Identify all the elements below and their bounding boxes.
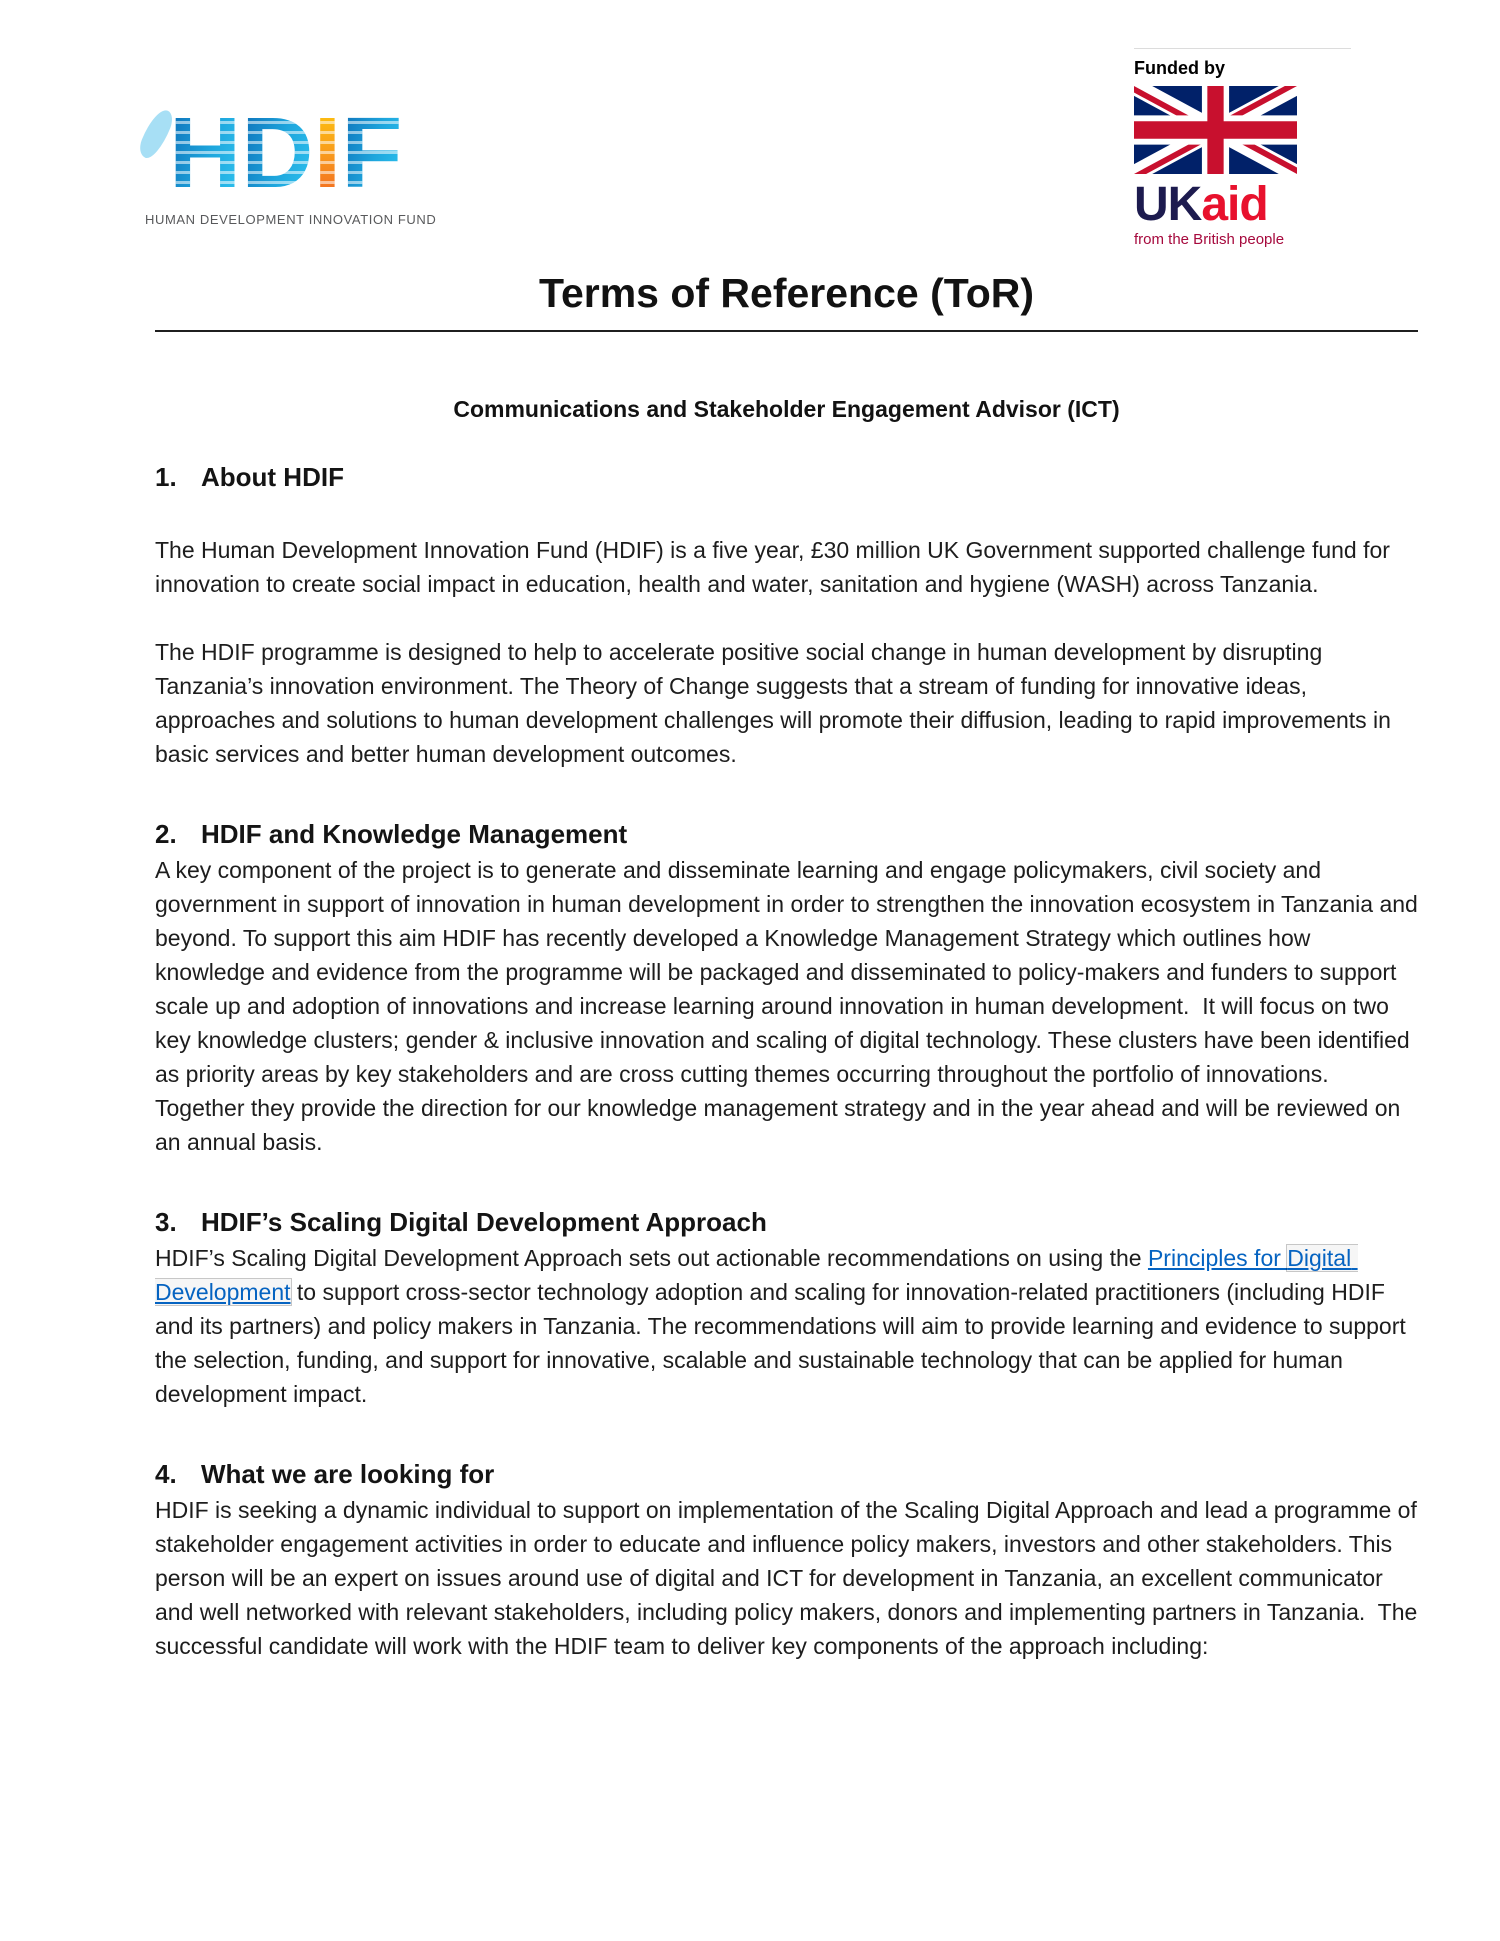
section-1-heading [155, 461, 1418, 493]
section-1-paragraph-1: The Human Development Innovation Fund (HDIF) is a five year, £30 million UK Government supported challenge fund for innovation to create social impact in education, health and water, sanitation and hygiene (WASH) across Tanzania. [155, 537, 1397, 597]
ukaid-tagline: from the British people [1134, 231, 1285, 248]
hdif-letter-d: D [241, 104, 313, 202]
hdif-letter-i: I [313, 104, 341, 202]
document-subtitle: Communications and Stakeholder Engagement Advisor (ICT) [453, 396, 1120, 422]
section-3-paragraph-1 [155, 1241, 1418, 1411]
section-about-hdif [155, 461, 1418, 771]
ukaid-logo-block [1134, 48, 1351, 248]
section-1-number: 1. [155, 462, 177, 492]
link-text-part-2: Digital Development [155, 1245, 1358, 1305]
section-2-title: HDIF and Knowledge Management [201, 819, 628, 849]
section-3-title: HDIF’s Scaling Digital Development Approach [201, 1207, 767, 1237]
section-3-number: 3. [155, 1207, 177, 1237]
section-1-paragraph-2: The HDIF programme is designed to help to accelerate positive social change in human development by disrupting Tanzania’s innovation environment. The Theory of Change suggests that a stream of funding for innovative ideas, approaches and solutions to human development challenges will promote their diffusion, leading to rapid improvements in basic services and better human development outcomes. [155, 639, 1398, 767]
section-2-heading [155, 818, 1418, 850]
ukaid-uk-text: UK [1134, 178, 1202, 231]
paragraph-text-before-link: HDIF’s Scaling Digital Development Approach sets out actionable recommendations on using the [155, 1245, 1148, 1271]
section-2-number: 2. [155, 819, 177, 849]
section-what-we-are-looking-for [155, 1458, 1424, 1663]
ukaid-aid-text: aid [1201, 178, 1268, 231]
hdif-logo-tagline: HUMAN DEVELOPMENT INNOVATION FUND [145, 212, 437, 227]
section-2-paragraph-1: A key component of the project is to generate and disseminate learning and engage policymakers, civil society and government in support of innovation in human development in order to strengthen the innovation ecosystem in Tanzania and beyond. To support this aim HDIF has recently developed a Knowledge Management Strategy which outlines how knowledge and evidence from the programme will be packaged and disseminated to policy-makers and funders to support scale up and adoption of innovations and increase learning around innovation in human development. It will focus on two key knowledge clusters; gender & inclusive innovation and scaling of digital technology. These clusters have been identified as priority areas by key stakeholders and are cross cutting themes occurring throughout the portfolio of innovations. Together they provide the direction for our knowledge management strategy and in the year ahead and will be reviewed on an annual basis. [155, 857, 1425, 1155]
link-text-part-1: Principles for [1147, 1245, 1288, 1271]
hdif-letter-f: F [341, 104, 402, 202]
funded-by-label: Funded by [1134, 58, 1225, 78]
section-scaling-digital-approach [155, 1206, 1418, 1411]
section-4-title: What we are looking for [201, 1459, 495, 1489]
section-4-paragraph-1: HDIF is seeking a dynamic individual to support on implementation of the Scaling Digital Approach and lead a programme of stakeholder engagement activities in order to educate and influence policy makers, investors and other stakeholders. This person will be an expert on issues around use of digital and ICT for development in Tanzania, an excellent communicator and well networked with relevant stakeholders, including policy makers, donors and implementing partners in Tanzania. The successful candidate will work with the HDIF team to deliver key components of the approach including: [155, 1497, 1424, 1659]
section-4-number: 4. [155, 1459, 177, 1489]
hdif-logo-wordmark [145, 97, 436, 209]
page-title: Terms of Reference (ToR) [155, 270, 1418, 332]
hdif-letter-h: H [169, 104, 241, 202]
document-header [145, 48, 1418, 248]
union-jack-flag-icon [1134, 86, 1297, 174]
hdif-logo [145, 97, 437, 227]
section-4-heading [155, 1458, 1418, 1490]
paragraph-text-after-link: to support cross-sector technology adoption and scaling for innovation-related practitioners (including HDIF and its partners) and policy makers in Tanzania. The recommendations will aim to provide learning and evidence to support the selection, funding, and support for innovative, scalable and sustainable technology that can be applied for human development impact. [155, 1279, 1413, 1407]
section-3-heading [155, 1206, 1418, 1238]
section-1-title: About HDIF [201, 462, 344, 492]
section-knowledge-management [155, 818, 1425, 1159]
ukaid-wordmark [1134, 178, 1351, 231]
